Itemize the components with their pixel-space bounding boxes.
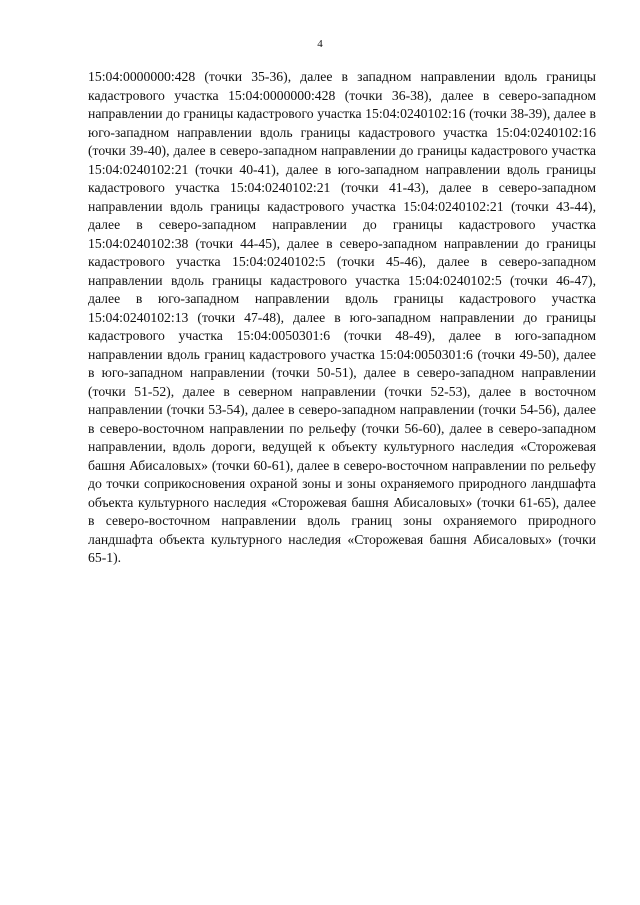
- page-number: 4: [317, 38, 323, 50]
- body-paragraph: 15:04:0000000:428 (точки 35-36), далее в западном направлении вдоль границы кадастрового участка 15:04:0000000:428 (точки 36-38), далее в северо-западном направлении до границы кадастрового участка 15:04:0240102:16 (точки 38-39), далее в юго-западном направлении вдоль границы кадастрового участка 15:04:0240102:16 (точки 39-40), далее в северо-западном направлении до границы кадастрового участка 15:04:0240102:21 (точки 40-41), далее в юго-западном направлении вдоль границы кадастрового участка 15:04:0240102:21 (точки 41-43), далее в северо-западном направлении вдоль границы кадастрового участка 15:04:0240102:21 (точки 43-44), далее в северо-западном направлении до границы кадастрового участка 15:04:0240102:38 (точки 44-45), далее в северо-западном направлении до границы кадастрового участка 15:04:0240102:5 (точки 45-46), далее в северо-западном направлении вдоль границы кадастрового участка 15:04:0240102:5 (точки 46-47), далее в юго-западном направлении вдоль границы кадастрового участка 15:04:0240102:13 (точки 47-48), далее в юго-западном направлении до границы кадастрового участка 15:04:0050301:6 (точки 48-49), далее в юго-западном направлении вдоль границ кадастрового участка 15:04:0050301:6 (точки 49-50), далее в юго-западном направлении (точки 50-51), далее в северо-западном направлении (точки 51-52), далее в северном направлении (точки 52-53), далее в восточном направлении (точки 53-54), далее в северо-западном направлении (точки 54-56), далее в северо-восточном направлении по рельефу (точки 56-60), далее в северо-западном направлении, вдоль дороги, ведущей к объекту культурного наследия «Сторожевая башня Абисаловых» (точки 60-61), далее в северо-восточном направлении по рельефу до точки соприкосновения охраной зоны и зоны охраняемого природного ландшафта объекта культурного наследия «Сторожевая башня Абисаловых» (точки 61-65), далее в северо-восточном направлении вдоль границ зоны охраняемого природного ландшафта объекта культурного наследия «Сторожевая башня Абисаловых» (точки 65-1).: [88, 69, 596, 565]
